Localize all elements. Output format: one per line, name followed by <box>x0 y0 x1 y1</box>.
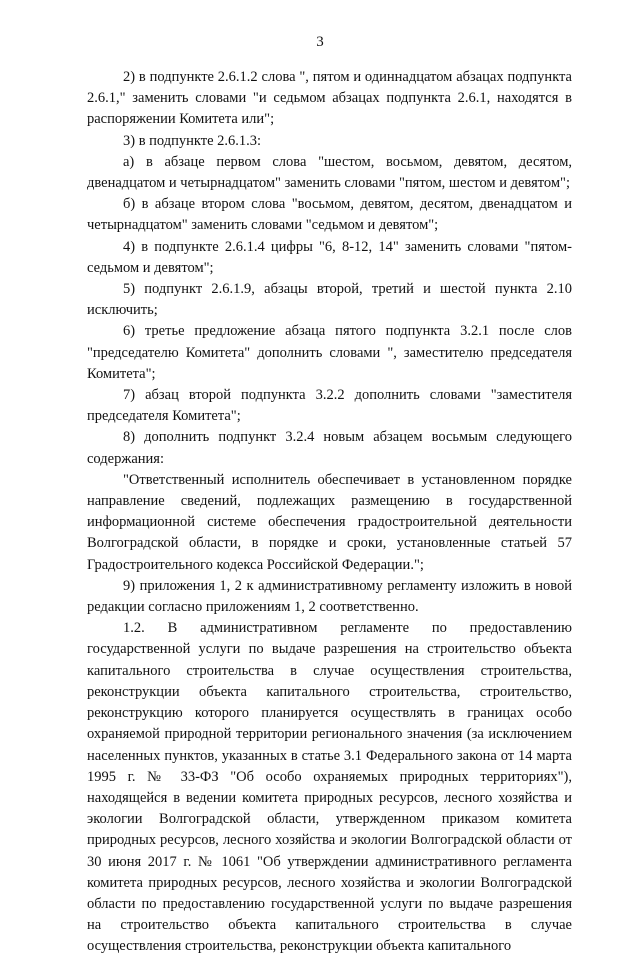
paragraph-item-6: 6) третье предложение абзаца пятого подпункта 3.2.1 после слов "председателю Комитета" дополнить словами ", заместителю председателя Комитета"; <box>87 323 572 382</box>
paragraph-item-3: 3) в подпункте 2.6.1.3: <box>123 132 262 149</box>
paragraph-section-1-2: 1.2. В административном регламенте по предоставлению государственной услуги по выдаче разрешения на строительство объекта капитального строительства в случае осуществления строительства, реконструкции объекта капитального строительства, строительство, реконструкцию которого планируется осуществлять в границах особо охраняемой природной территории регионального значения (за исключением населенных пунктов, указанных в статье 3.1 Федерального закона от 14 марта 1995 г. № 33-ФЗ "Об особо охраняемых природных территориях"), находящейся в ведении комитета природных ресурсов, лесного хозяйства и экологии Волгоградской области, утвержденном приказом комитета природных ресурсов, лесного хозяйства и экологии Волгоградской области от 30 июня 2017 г. № 1061 "Об утверждении административного регламента комитета природных ресурсов, лесного хозяйства и экологии Волгоградской области по предоставлению государственной услуги по выдаче разрешения на строительство объекта капитального строительства в случае осуществления строительства, реконструкции объекта капитального <box>87 620 572 955</box>
page-number: 3 <box>316 34 324 50</box>
paragraph-subitem-a: а) в абзаце первом слова "шестом, восьмом, девятом, десятом, двенадцатом и четырнадцатом" заменить словами "пятом, шестом и девятом"; <box>87 153 572 192</box>
paragraph-item-9: 9) приложения 1, 2 к административному регламенту изложить в новой редакции согласно приложениям 1, 2 соответственно. <box>87 577 572 616</box>
paragraph-item-5: 5) подпункт 2.6.1.9, абзацы второй, третий и шестой пункта 2.10 исключить; <box>87 281 572 319</box>
paragraph-item-8: 8) дополнить подпункт 3.2.4 новым абзацем восьмым следующего содержания: <box>87 429 572 467</box>
paragraph-subitem-b: б) в абзаце втором слова "восьмом, девятом, десятом, двенадцатом и четырнадцатом" заменить словами "седьмом и девятом"; <box>87 196 572 234</box>
paragraph-item-7: 7) абзац второй подпункта 3.2.2 дополнить словами "заместителя председателя Комитета"; <box>87 387 572 425</box>
paragraph-item-2: 2) в подпункте 2.6.1.2 слова ", пятом и одиннадцатом абзацах подпункта 2.6.1," заменить словами "и седьмом абзацах подпункта 2.6.1, находятся в распоряжении Комитета или"; <box>87 69 572 128</box>
paragraph-item-4: 4) в подпункте 2.6.1.4 цифры "6, 8-12, 14" заменить словами "пятом-седьмом и девятом"; <box>87 238 572 276</box>
document-body <box>87 67 572 958</box>
paragraph-quoted-insert: "Ответственный исполнитель обеспечивает в установленном порядке направление сведений, подлежащих размещению в государственной информационной системе обеспечения градостроительной деятельности Волгоградской области, в порядке и сроки, установленные статьей 57 Градостроительного кодекса Российской Федерации."; <box>87 471 572 573</box>
